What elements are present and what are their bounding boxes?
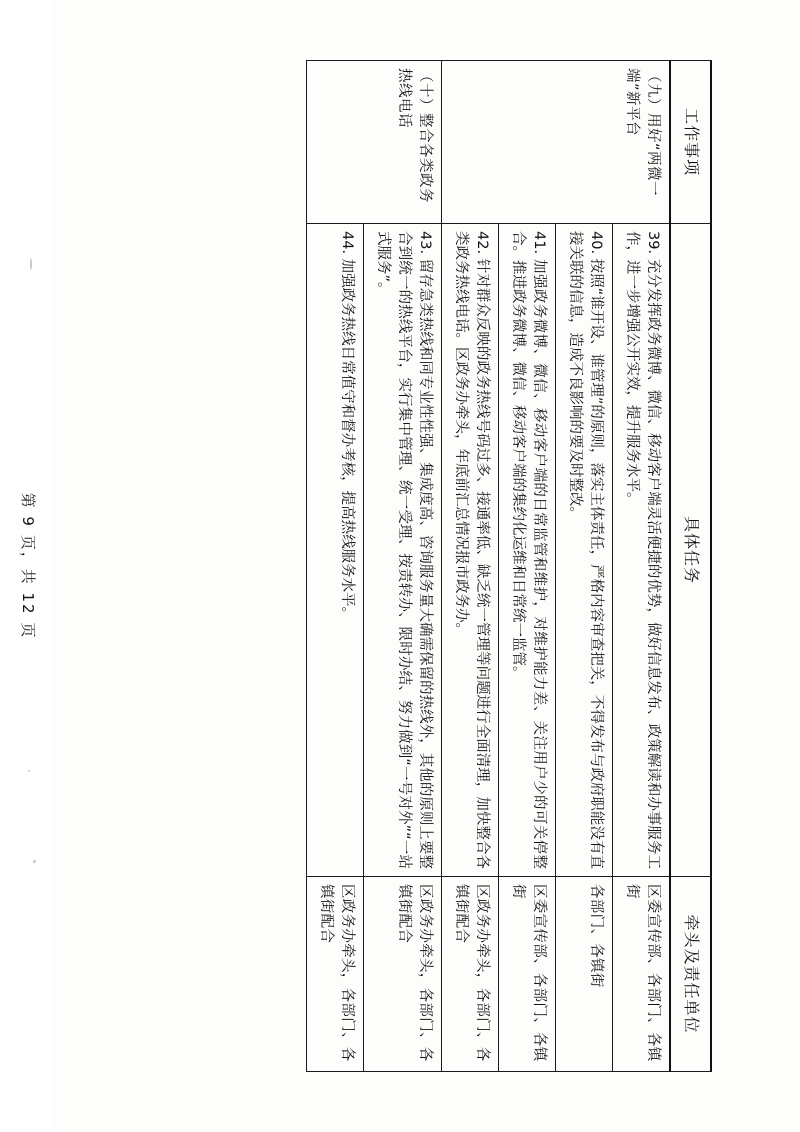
work-item-cell: （十）整合各类政务热线电话 [306,61,441,224]
responsible-unit-cell: 区政务办牵头，各部门、各镇街配合 [306,877,363,1072]
task-cell: 41. 加强政务微博、微信、移动客户端的日常监管和维护，对维护能力差、关注用户少的可关停整合。推进政务微博、微信、移动客户端的集约化运维和日常统一监管。 [498,224,555,877]
column-header-task: 具体任务 [670,224,711,877]
work-items-table [306,60,712,1072]
responsible-unit-cell: 区委宣传部、各部门、各镇街 [498,877,555,1072]
table-row [363,61,441,1072]
work-item-cell: （九）用好“两微一端”新平台 [441,61,670,224]
column-header-item: 工作事项 [670,61,711,224]
page-footer: 第 9 页，共 12 页 [19,492,37,640]
column-header-unit: 牵头及责任单位 [670,877,711,1072]
task-cell: 42. 针对群众反映的政务热线号码过多、接通率低、缺乏统一管理等问题进行全面清理，加快整合各类政务热线电话。区政务办牵头，年底前汇总情况报市政务办。 [441,224,498,877]
responsible-unit-cell: 区委宣传部、各部门、各镇街 [612,877,670,1072]
table-body [306,61,670,1072]
responsible-unit-cell: 区政务办牵头，各部门、各镇街配合 [441,877,498,1072]
task-cell: 44. 加强政务热线日常值守和督办考核，提高热线服务水平。 [306,224,363,877]
table-header [670,61,711,1072]
responsible-unit-cell: 各部门、各镇街 [555,877,612,1072]
responsible-unit-cell: 区政务办牵头，各部门、各镇街配合 [363,877,441,1072]
task-cell: 43. 留存急类热线和同专业性性强、集成度高、咨询服务量大确需保留的热线外，其他的原则上要整合到统一的热线平台，实行集中管理、统一受理、按责转办、限时办结、努力做到“一号对外”“一站式服务”。 [363,224,441,877]
task-cell: 39. 充分发挥政务微博、微信、移动客户端灵活便捷的优势，做好信息发布、政策解读和办事服务工作，进一步增强公开实效，提升服务水平。 [612,224,670,877]
table-header-row [670,61,711,1072]
task-cell: 40. 按照“谁开设、谁管理”的原则，落实主体责任，严格内容审查把关，不得发布与政府职能没有直接关联的信息，造成不良影响的要及时整改。 [555,224,612,877]
table-row [612,61,670,1072]
